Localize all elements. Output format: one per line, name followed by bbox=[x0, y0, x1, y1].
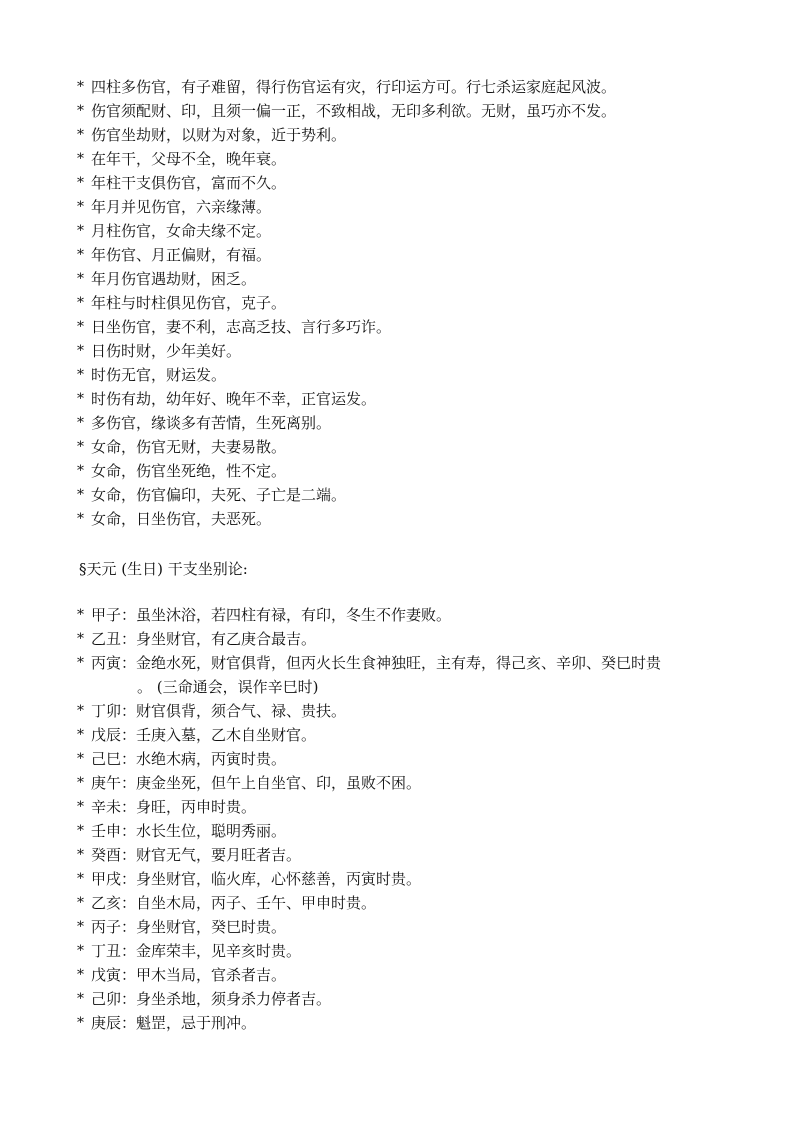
list-item-text: 年柱与时柱俱见伤官，克子。 bbox=[91, 294, 287, 312]
list-item bbox=[77, 939, 727, 963]
list-item bbox=[77, 699, 727, 723]
list-item-text: 四柱多伤官，有子难留，得行伤官运有灾，行印运方可。行七杀运家庭起风波。 bbox=[91, 78, 617, 96]
list-item bbox=[77, 987, 727, 1011]
section-heading-block bbox=[77, 557, 727, 581]
bullet: * bbox=[77, 871, 84, 887]
list-item bbox=[77, 915, 727, 939]
list-item bbox=[77, 339, 727, 363]
bullet: * bbox=[77, 103, 84, 119]
list-item-text: 己巳：水绝木病，丙寅时贵。 bbox=[91, 750, 287, 768]
list-item-text: 年月并见伤官，六亲缘薄。 bbox=[91, 198, 272, 216]
list-item-text: 伤官须配财、印，且须一偏一正，不致相战，无印多利欲。无财，虽巧亦不发。 bbox=[91, 102, 617, 120]
list-item bbox=[77, 363, 727, 387]
bullet: * bbox=[77, 415, 84, 431]
list-item-text: 女命，伤官偏印，夫死、子亡是二端。 bbox=[91, 486, 347, 504]
bullet: * bbox=[77, 487, 84, 503]
list-item-text: 日坐伤官，妻不利，志高乏技、言行多巧诈。 bbox=[91, 318, 392, 336]
list-item bbox=[77, 747, 727, 771]
list-item bbox=[77, 867, 727, 891]
bullet: * bbox=[77, 127, 84, 143]
list-item-text: 戊寅：甲木当局，官杀者吉。 bbox=[91, 966, 287, 984]
list-item-text: 女命，日坐伤官，夫恶死。 bbox=[91, 510, 272, 528]
list-item bbox=[77, 147, 727, 171]
list-item bbox=[77, 483, 727, 507]
list-item-text: 甲戌：身坐财官，临火库，心怀慈善，丙寅时贵。 bbox=[91, 870, 422, 888]
list-item-text: 日伤时财，少年美好。 bbox=[91, 342, 242, 360]
list-item bbox=[77, 267, 727, 291]
list-item-text: 庚午：庚金坐死，但午上自坐官、印，虽败不困。 bbox=[91, 774, 422, 792]
bullet: * bbox=[77, 367, 84, 383]
bullet: * bbox=[77, 919, 84, 935]
bullet: * bbox=[77, 775, 84, 791]
list-item-text: 庚辰：魁罡，忌于刑冲。 bbox=[91, 1014, 257, 1032]
list-item bbox=[77, 603, 727, 627]
list-item-text: 辛未：身旺，丙申时贵。 bbox=[91, 798, 257, 816]
list-item bbox=[77, 651, 727, 675]
list-item bbox=[77, 843, 727, 867]
list-item bbox=[77, 1011, 727, 1035]
bullet: * bbox=[77, 319, 84, 335]
list-item-text: 丁卯：财官俱背，须合气、禄、贵扶。 bbox=[91, 702, 347, 720]
list-item bbox=[77, 963, 727, 987]
bullet: * bbox=[77, 895, 84, 911]
list-item bbox=[77, 507, 727, 531]
section-heading: §天元 (生日) 干支坐别论: bbox=[79, 560, 248, 578]
bullet: * bbox=[77, 391, 84, 407]
list-item bbox=[77, 627, 727, 651]
bullet: * bbox=[77, 511, 84, 527]
bullet: * bbox=[77, 295, 84, 311]
bullet: * bbox=[77, 727, 84, 743]
list-item-text: 月柱伤官，女命夫缘不定。 bbox=[91, 222, 272, 240]
bullet: * bbox=[77, 799, 84, 815]
bullet: * bbox=[77, 463, 84, 479]
list-item-text: 伤官坐劫财，以财为对象，近于势利。 bbox=[91, 126, 347, 144]
list-item bbox=[77, 171, 727, 195]
list-item bbox=[77, 75, 727, 99]
list-item bbox=[77, 387, 727, 411]
list-item bbox=[77, 315, 727, 339]
continuation-text: 。 (三命通会，误作辛巳时) bbox=[137, 678, 319, 696]
bullet: * bbox=[77, 247, 84, 263]
list-item-text: 己卯：身坐杀地，须身杀力停者吉。 bbox=[91, 990, 332, 1008]
list-item-text: 年伤官、月正偏财，有福。 bbox=[91, 246, 272, 264]
list-item-continuation bbox=[77, 675, 727, 699]
list-item-text: 乙亥：自坐木局，丙子、壬午、甲申时贵。 bbox=[91, 894, 377, 912]
list-item-text: 癸酉：财官无气，要月旺者吉。 bbox=[91, 846, 302, 864]
list-item bbox=[77, 291, 727, 315]
bullet: * bbox=[77, 439, 84, 455]
list-item-text: 戊辰：壬庚入墓，乙木自坐财官。 bbox=[91, 726, 317, 744]
section-shangguan-list bbox=[77, 75, 727, 531]
bullet: * bbox=[77, 151, 84, 167]
bullet: * bbox=[77, 823, 84, 839]
list-item-text: 丙寅：金绝水死，财官俱背，但丙火长生食神独旺，主有寿，得己亥、辛卯、癸巳时贵 bbox=[91, 654, 662, 672]
bullet: * bbox=[77, 751, 84, 767]
bullet: * bbox=[77, 175, 84, 191]
list-item bbox=[77, 723, 727, 747]
section-tianyuan-list bbox=[77, 603, 727, 1035]
list-item-text: 女命，伤官无财，夫妻易散。 bbox=[91, 438, 287, 456]
list-item bbox=[77, 795, 727, 819]
list-item bbox=[77, 771, 727, 795]
bullet: * bbox=[77, 631, 84, 647]
list-item bbox=[77, 435, 727, 459]
list-item bbox=[77, 411, 727, 435]
list-item-text: 丁丑：金库荣丰，见辛亥时贵。 bbox=[91, 942, 302, 960]
list-item-text: 在年干，父母不全，晚年衰。 bbox=[91, 150, 287, 168]
bullet: * bbox=[77, 79, 84, 95]
list-item bbox=[77, 99, 727, 123]
bullet: * bbox=[77, 847, 84, 863]
list-item-text: 年月伤官遇劫财，困乏。 bbox=[91, 270, 257, 288]
bullet: * bbox=[77, 199, 84, 215]
list-item bbox=[77, 243, 727, 267]
list-item-text: 甲子：虽坐沐浴，若四柱有禄，有印，冬生不作妻败。 bbox=[91, 606, 452, 624]
list-item-text: 时伤有劫，幼年好、晚年不幸，正官运发。 bbox=[91, 390, 377, 408]
bullet: * bbox=[77, 991, 84, 1007]
list-item bbox=[77, 819, 727, 843]
list-item-text: 年柱干支俱伤官，富而不久。 bbox=[91, 174, 287, 192]
bullet: * bbox=[77, 607, 84, 623]
list-item-text: 多伤官，缘谈多有苦情，生死离别。 bbox=[91, 414, 332, 432]
list-item bbox=[77, 195, 727, 219]
bullet: * bbox=[77, 655, 84, 671]
list-item-text: 乙丑：身坐财官，有乙庚合最吉。 bbox=[91, 630, 317, 648]
list-item-text: 女命，伤官坐死绝，性不定。 bbox=[91, 462, 287, 480]
bullet: * bbox=[77, 1015, 84, 1031]
bullet: * bbox=[77, 223, 84, 239]
bullet: * bbox=[77, 967, 84, 983]
bullet: * bbox=[77, 271, 84, 287]
list-item-text: 壬申：水长生位，聪明秀丽。 bbox=[91, 822, 287, 840]
list-item bbox=[77, 219, 727, 243]
list-item bbox=[77, 459, 727, 483]
list-item bbox=[77, 123, 727, 147]
list-item bbox=[77, 891, 727, 915]
bullet: * bbox=[77, 343, 84, 359]
list-item-text: 丙子：身坐财官，癸巳时贵。 bbox=[91, 918, 287, 936]
bullet: * bbox=[77, 703, 84, 719]
bullet: * bbox=[77, 943, 84, 959]
list-item-text: 时伤无官，财运发。 bbox=[91, 366, 227, 384]
